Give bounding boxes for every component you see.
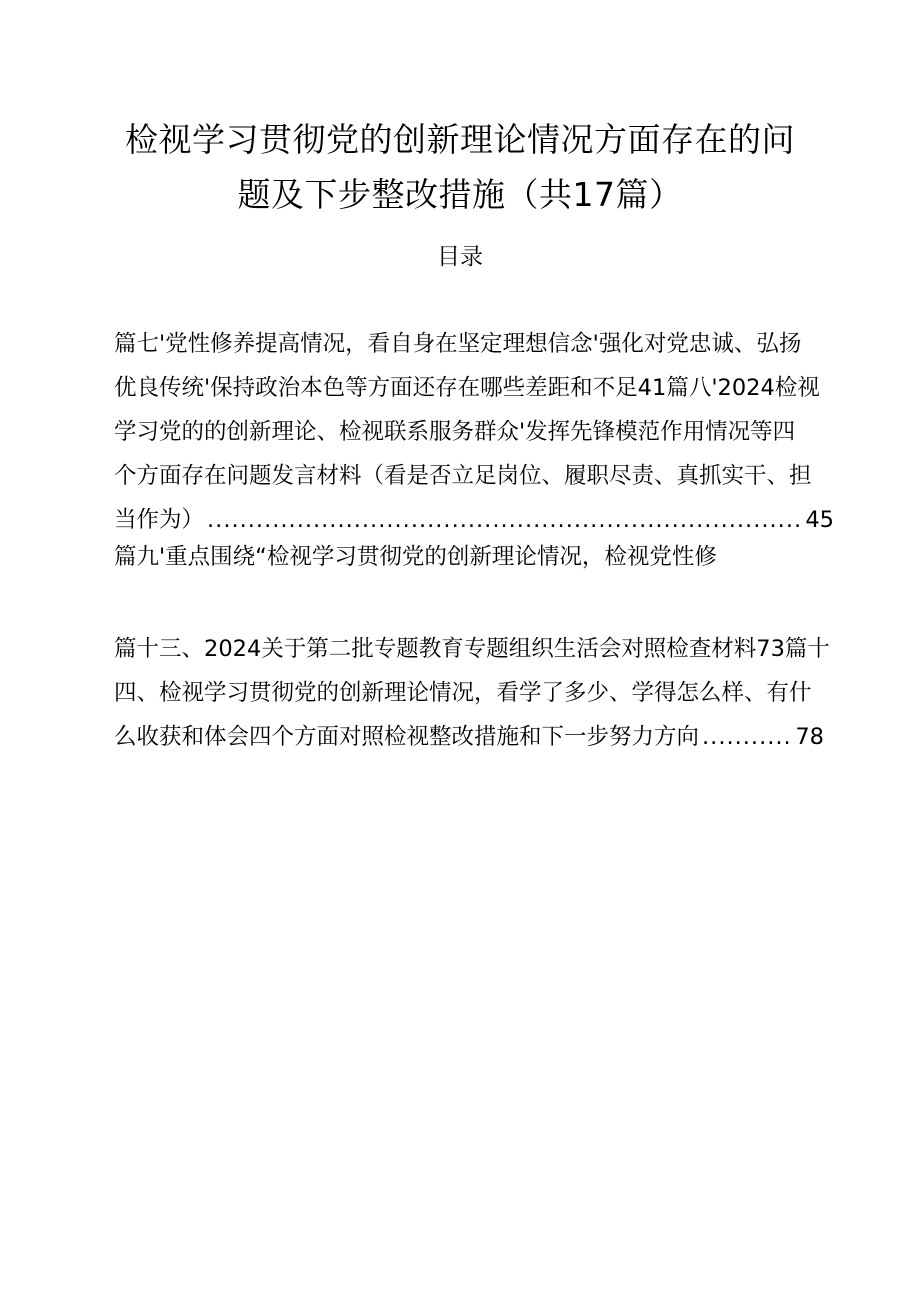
toc-page-number: 45 — [805, 507, 834, 533]
toc-line-text: 当作为） — [114, 507, 205, 533]
toc-heading: 目录 — [437, 244, 483, 270]
dot-leader — [702, 715, 792, 759]
toc-line-text: 么收获和体会四个方面对照检视整改措施和下一步努力方向 — [114, 724, 700, 750]
toc-entry-group-2 — [114, 535, 834, 579]
toc-line: 优良传统'保持政治本色等方面还存在哪些差距和不足41篇八'2024检视 — [114, 375, 820, 401]
toc-line: 学习党的的创新理论、检视联系服务群众'发挥先锋模范作用情况等四 — [114, 419, 796, 445]
document-title — [100, 112, 820, 222]
title-line-1: 检视学习贯彻党的创新理论情况方面存在的问 — [125, 120, 795, 159]
toc-line: 个方面存在问题发言材料（看是否立足岗位、履职尽责、真抓实干、担 — [114, 463, 812, 489]
toc-entry-group-3 — [114, 627, 830, 759]
toc-line: 篇九'重点围绕“检视学习贯彻党的创新理论情况，检视党性修 — [114, 544, 717, 570]
toc-line: 篇七'党性修养提高情况，看自身在坚定理想信念'强化对党忠诚、弘扬 — [114, 331, 802, 357]
toc-line: 篇十三、2024关于第二批专题教育专题组织生活会对照检查材料73篇十 — [114, 636, 830, 662]
toc-entry-group-1 — [114, 322, 834, 542]
toc-page-number: 78 — [795, 724, 824, 750]
title-line-2: 题及下步整改措施（共17篇） — [237, 175, 683, 214]
toc-line-with-page — [114, 715, 824, 759]
toc-line: 四、检视学习贯彻党的创新理论情况，看学了多少、学得怎么样、有什 — [114, 680, 812, 706]
